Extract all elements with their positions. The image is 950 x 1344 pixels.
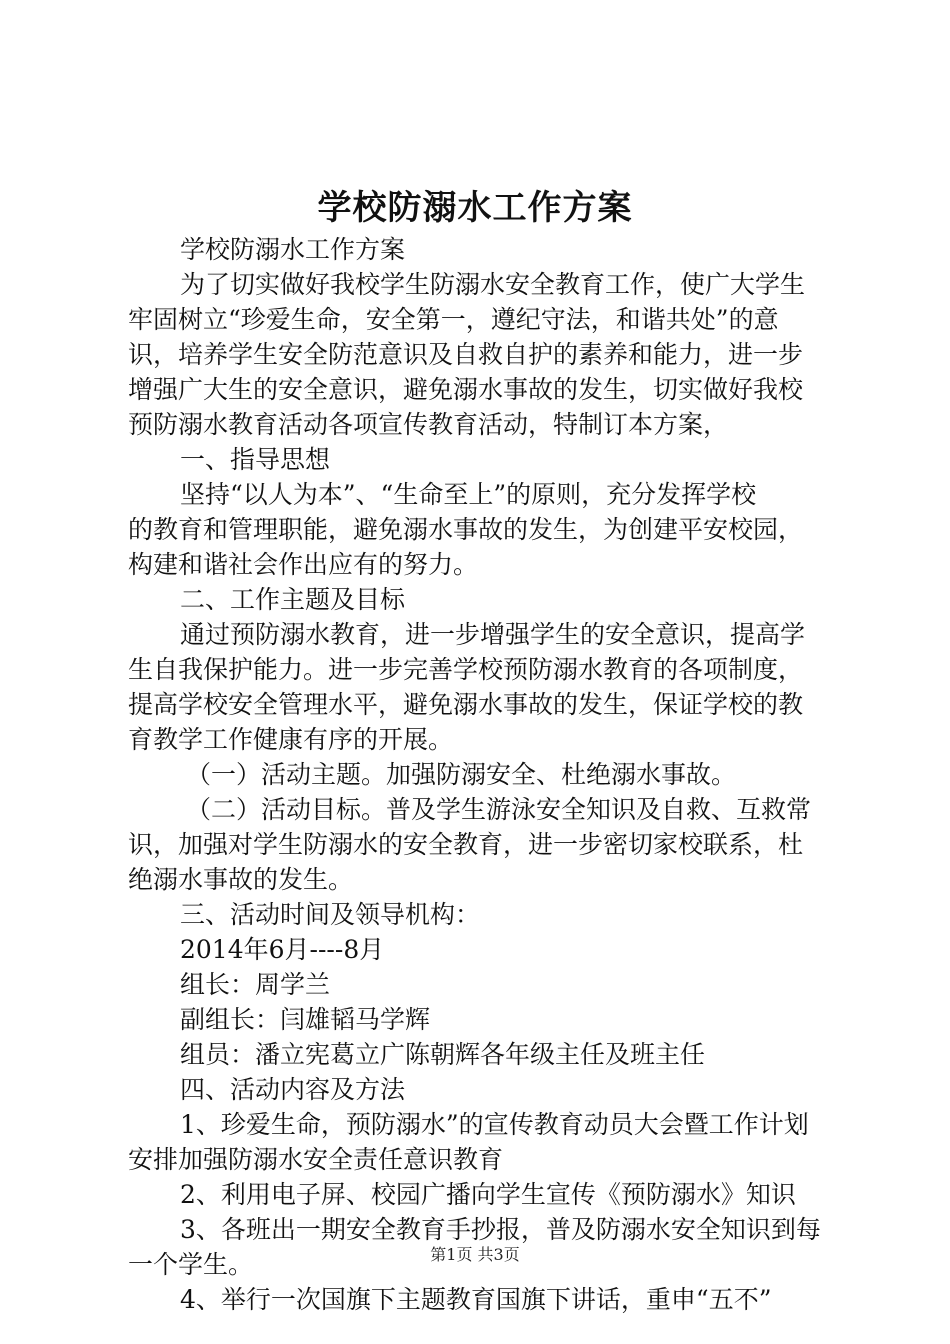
document-body: [128, 232, 830, 1317]
paragraph-line: 3、各班出一期安全教育手抄报，普及防溺水安全知识到每: [180, 1215, 821, 1244]
paragraph-line: 构建和谐社会作出应有的努力。: [128, 550, 479, 579]
paragraph-line: 为了切实做好我校学生防溺水安全教育工作，使广大学生: [180, 270, 806, 299]
paragraph-line: 4、举行一次国旗下主题教育国旗下讲话，重申“五不”: [180, 1285, 772, 1314]
paragraph-line: 提高学校安全管理水平，避免溺水事故的发生，保证学校的教: [128, 690, 804, 719]
paragraph-line: 牢固树立“珍爱生命，安全第一，遵纪守法，和谐共处”的意: [128, 305, 779, 334]
subsection-line: （二）活动目标。普及学生游泳安全知识及自救、互救常: [186, 795, 812, 824]
paragraph-line: 通过预防溺水教育，进一步增强学生的安全意识，提高学: [180, 620, 806, 649]
paragraph-line: 1、珍爱生命，预防溺水”的宣传教育动员大会暨工作计划: [180, 1110, 809, 1139]
paragraph-line: 育教学工作健康有序的开展。: [128, 725, 454, 754]
paragraph-line: 增强广大生的安全意识，避免溺水事故的发生，切实做好我校: [128, 375, 804, 404]
subsection-line: （一）活动主题。加强防溺安全、杜绝溺水事故。: [186, 760, 737, 789]
paragraph-line: 安排加强防溺水安全责任意识教育: [128, 1145, 504, 1174]
paragraph-line: 一个学生。: [128, 1250, 254, 1279]
section-heading: 二、工作主题及目标: [180, 585, 406, 614]
section-heading: 一、指导思想: [180, 445, 331, 474]
page-number-footer: 第1页 共3页: [430, 1245, 520, 1264]
paragraph-line: 的教育和管理职能，避免溺水事故的发生，为创建平安校园，: [128, 515, 804, 544]
paragraph-line: 识，加强对学生防溺水的安全教育，进一步密切家校联系，杜: [128, 830, 804, 859]
paragraph-line: 生自我保护能力。进一步完善学校预防溺水教育的各项制度，: [128, 655, 804, 684]
paragraph-line: 绝溺水事故的发生。: [128, 865, 354, 894]
paragraph-line: 组长：周学兰: [180, 970, 331, 999]
section-heading: 三、活动时间及领导机构：: [180, 900, 481, 929]
paragraph-line: 预防溺水教育活动各项宣传教育活动，特制订本方案，: [128, 410, 729, 439]
paragraph-line: 2、利用电子屏、校园广播向学生宣传《预防溺水》知识: [180, 1180, 796, 1209]
paragraph-line: 坚持“以人为本”、“生命至上”的原则，充分发挥学校: [180, 480, 757, 509]
paragraph-line: 2014年6月----8月: [180, 935, 385, 964]
paragraph-line: 组员：潘立宪葛立广陈朝辉各年级主任及班主任: [180, 1040, 706, 1069]
document-title: 学校防溺水工作方案: [317, 188, 633, 228]
paragraph-line: 副组长：闫雄韬马学辉: [180, 1005, 431, 1034]
paragraph-line: 识，培养学生安全防范意识及自救自护的素养和能力，进一步: [128, 340, 804, 369]
section-heading: 四、活动内容及方法: [180, 1075, 406, 1104]
paragraph-line: 学校防溺水工作方案: [180, 235, 406, 264]
